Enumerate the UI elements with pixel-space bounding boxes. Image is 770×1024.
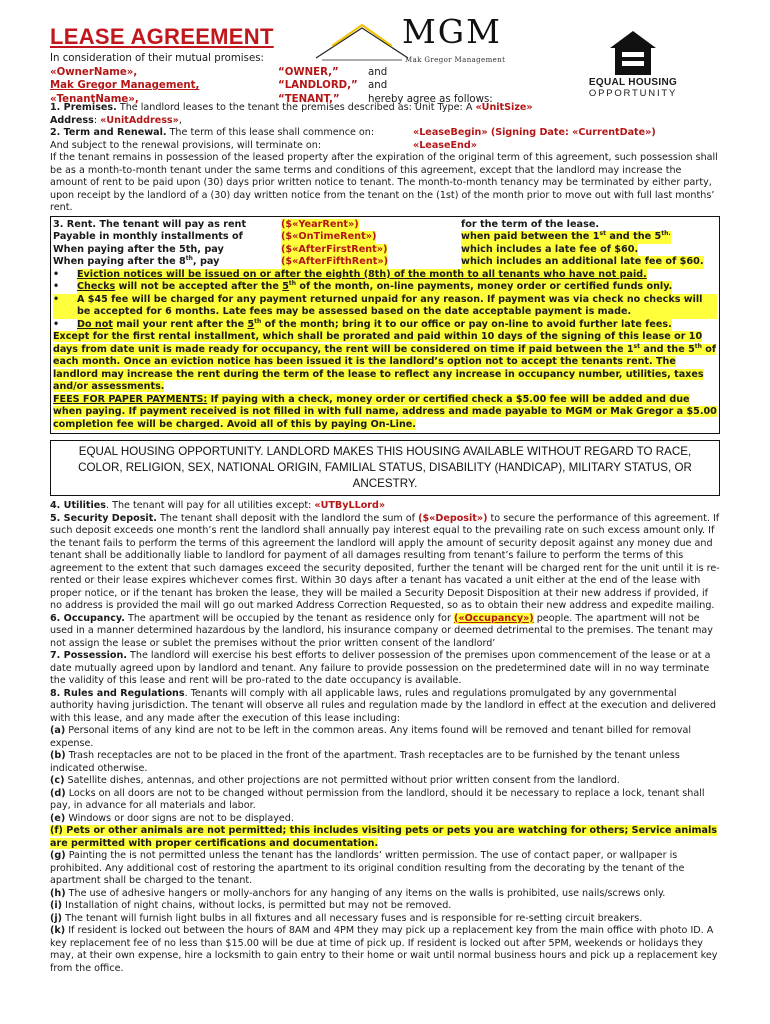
rule-e: (e) Windows or door signs are not to be displayed. — [50, 812, 294, 824]
year-rent-field: ($«YearRent») — [281, 218, 359, 230]
section-occupancy: 6. Occupancy. The apartment will be occupied by the tenant as residence only for («Occupancy») people. The apartment will not be used in a manner determined hazardous by the landlord, his insurance company or deemed detrimental to the premises. The tenant may not assign the lease or sublet the premises without the prior written consent of the landlord’ — [50, 612, 713, 649]
after-first-rent-field: ($«AfterFirstRent») — [281, 243, 388, 255]
lease-begin-field: «LeaseBegin» (Signing Date: «CurrentDate») — [413, 127, 656, 138]
logo-wordmark: MGM — [402, 12, 502, 51]
intro-text: In consideration of their mutual promises: — [50, 53, 264, 64]
equal-housing-statement: EQUAL HOUSING OPPORTUNITY. LANDLORD MAKES THIS HOUSING AVAILABLE WITHOUT REGARD TO RACE, COLOR, RELIGION, SEX, NATIONAL ORIGIN, FAMILIAL STATUS, DISABILITY (HANDICAP), MILITARY STATUS, OR ANCESTRY. — [50, 440, 720, 496]
bullet-returned-fee: • A $45 fee will be charged for any payment returned unpaid for any reason. If payment was via check no checks will be accepted for 6 months. Late fees may be assessed based on the date acceptable payment is made. — [53, 294, 717, 319]
holdover-text: If the tenant remains in possession of the leased property after the expiration of the original term of this agreement, such possession shall be as a month-to-month tenant under the same terms and conditions of this agreement, except that the landlord may increase the amount of rent to be paid upon (30) days prior written notice to tenant. The month-to-month tenancy may be terminated by either party, upon receipt by the landlord of a (30) day written notice from the tenant on the (1st) of the month prior to move out with full last months’ rent. — [50, 152, 718, 213]
landlord-label: “LANDLORD,” — [278, 80, 358, 92]
unit-address-field: «UnitAddress» — [100, 114, 179, 126]
section-premises: 1. Premises. The landlord leases to the tenant the premises described as: Unit Type: A «UnitSize» Address: «UnitAddress», — [50, 102, 533, 126]
section-security-deposit: 5. Security Deposit. The tenant shall deposit with the landlord the sum of ($«Deposit») to secure the performance of this agreement. If such deposit exceeds one month’s rent the landlord shall annually pay interest equal to the prevailing rate on such excess amount only. If the tenant fails to perform the terms of this agreement the landlord will apply the amount of security deposit against any money due and tenant shall be additionally liable to landlord for payment of all damages resulting from tenant’s failure to perform the terms of this agreement to the extent that such damages exceed the security deposited, further the tenant will be charged rent for the unit until it is re-rented or their lease expires whichever comes first. Within 30 days after a tenant has vacated a unit either at the end of the lease with proper notice, or if the tenant has broken the lease, they will be mailed a Security Deposit Disposition at their new address if provided, if no address is provided the mail will go out marked Address Correction Requested, so as to obtain their new address and expedite mailing. — [50, 512, 720, 611]
tenant-tail: hereby agree as follows: — [368, 93, 493, 105]
bullet-do-not-mail: • Do not mail your rent after the 5th of the month; bring it to our office or pay on-line to avoid further late fees. — [53, 317, 672, 330]
rent-table: 3. Rent. The tenant will pay as rent ($«YearRent») for the term of the lease. Payable in monthly installments of ($«OnTimeRent») when paid between the 1st and the $5^{th.}$ When paying after the 5th, pay ($«AfterFirstRent») which includes a late fee of $60. When paying after the 8th, pay ($«AfterFifthRent») which includes an additional late fee of $60. — [53, 218, 704, 267]
rule-b: (b) Trash receptacles are not to be placed in the front of the apartment. Trash receptacles are to be furnished by the tenant unless indicated otherwise. — [50, 750, 680, 774]
rule-f-pets: (f) Pets or other animals are not permitted; this includes visiting pets or pets you are watching for others; Service animals are permitted with proper certifications and documentation. — [50, 825, 717, 849]
bullet-eviction: • Eviction notices will be issued on or after the eighth (8th) of the month to all tenants who have not paid. — [53, 268, 647, 280]
rule-i: (i) Installation of night chains, without locks, is permitted but may not be removed. — [50, 900, 452, 911]
after-fifth-rent-field: ($«AfterFifthRent») — [281, 256, 389, 267]
logo-subtitle: Mak Gregor Management — [405, 56, 506, 64]
section-utilities: 4. Utilities. The tenant will pay for all utilities except: «UTByLLord» — [50, 500, 386, 511]
document-title: LEASE AGREEMENT — [50, 24, 274, 49]
bullet-checks: • Checks will not be accepted after the 5th of the month, on-line payments, money order or certified funds only. — [53, 279, 673, 292]
rule-d: (d) Locks on all doors are not to be changed without permission from the landlord, should it be necessary to replace a lock, tenant shall pay, in advance for all materials and labor. — [50, 787, 705, 811]
parties-block — [50, 52, 720, 105]
section-possession: 7. Possession. The landlord will exercise his best efforts to deliver possession of the premises upon commencement of the lease or at a date mutually agreed upon by landlord and tenant. Any failure to provide possession on the predetermined date will in no way terminate the validity of this lease and rent will be pro-rated to the date occupancy is available. — [50, 650, 711, 686]
lease-end-field: «LeaseEnd» — [413, 139, 477, 151]
unit-size-field: «UnitSize» — [475, 102, 533, 113]
eho-line1: EQUAL HOUSING — [588, 76, 678, 88]
rule-k: (k) If resident is locked out between the hours of 8AM and 4PM they may pick up a replacement key from the main office with photo ID. A key replacement fee of no less than $15.00 will be due at time of pick up. If resident is locked out after 5PM, weekends or holidays they may, at their own expense, hire a locksmith to gain entry to their home or wait until normal business hours and pick up a replacement key from the office. — [50, 925, 718, 974]
section-term: 2. Term and Renewal. The term of this lease shall commence on: «LeaseBegin» (Signing Date: «CurrentDate») And subject to the renewal provisions, will terminate on: «LeaseEnd» — [50, 127, 656, 151]
owner-name-field: «OwnerName», — [50, 66, 138, 78]
rule-g: (g) Painting the is not permitted unless the tenant has the landlords’ written permission. The use of contact paper, or wallpaper is prohibited. Any additional cost of restoring the apartment to its original condition resulting from the decorating by the tenant of the apartment shall be charged to the tenant. — [50, 850, 685, 886]
rule-c: (c) Satellite dishes, antennas, and other projections are not permitted without prior written consent from the landlord. — [50, 775, 620, 786]
first-installment-text: Except for the first rental installment, which shall be prorated and paid within 10 days of the signing of this lease or 10 days from date unit is made ready for occupancy, the rent will be considered on time if paid between the 1st and the 5th of each month. Once an eviction notice has been issued it is the landlord’s option not to accept the tenants rent. The landlord may increase the rent during the term of the lease to reflect any increase in occupancy number, utilities, taxes and/or assessments. — [53, 331, 717, 392]
section-rules: 8. Rules and Regulations. Tenants will comply with all applicable laws, rules and regulations promulgated by any governmental authority having jurisdiction. The tenant will observe all rules and regulation made by the landlord in effect at the execution and delivered with this lease, and any made after the execution of this lease including: — [50, 687, 717, 724]
utilities-field: «UTByLLord» — [314, 500, 386, 511]
rule-j: (j) The tenant will furnish light bulbs in all fixtures and all necessary fuses and is responsible for re-setting circuit breakers. — [50, 912, 643, 924]
paper-payment-fees: FEES FOR PAPER PAYMENTS: If paying with a check, money order or certified check a $5.00 fee will be added and due when paying. If payment received is not filled in with full name, address and made payable to MGM or Mak Gregor a $5.00 completion fee will be charged. Avoid all of this by paying On-Line. — [53, 393, 717, 430]
deposit-field: ($«Deposit») — [418, 512, 488, 524]
eho-line2: OPPORTUNITY — [588, 87, 678, 99]
lease-document — [50, 12, 720, 975]
rule-a: (a) Personal items of any kind are not to be left in the common areas. Any items found will be removed and tenant billed for removal expense. — [50, 725, 692, 749]
tenant-name-field: «TenantName», — [50, 93, 139, 105]
occupancy-field: («Occupancy») — [454, 612, 534, 624]
owner-and: and — [368, 66, 388, 78]
owner-label: “OWNER,” — [278, 66, 339, 78]
tenant-label: “TENANT,” — [278, 93, 340, 105]
landlord-name: Mak Gregor Management, — [50, 80, 200, 92]
rule-h: (h) The use of adhesive hangers or molly-anchors for any hanging of any items on the walls is prohibited, use nails/screws only. — [50, 887, 666, 899]
rent-box — [50, 216, 720, 435]
landlord-and: and — [368, 80, 388, 92]
on-time-rent-field: ($«OnTimeRent») — [281, 231, 377, 242]
